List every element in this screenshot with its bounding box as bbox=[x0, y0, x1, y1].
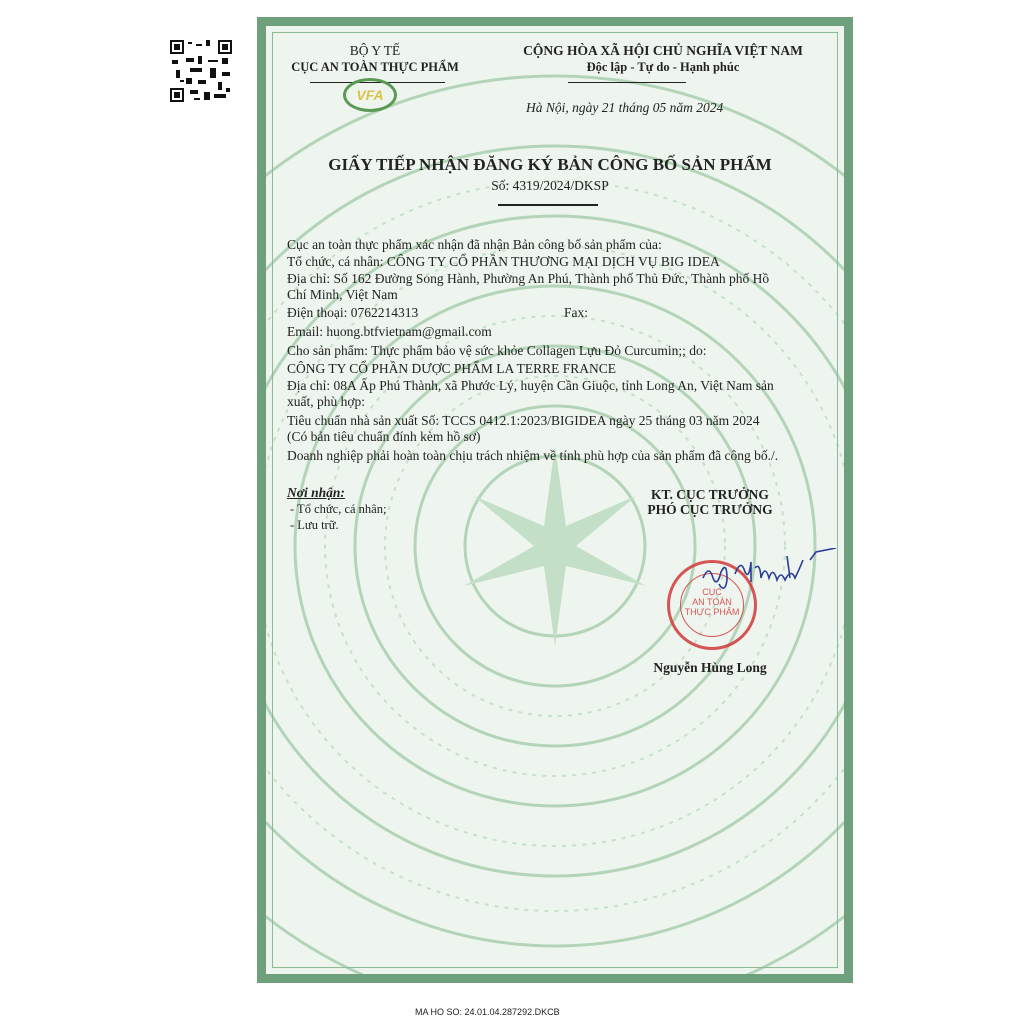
standard-note: (Có bản tiêu chuẩn đính kèm hồ sơ) bbox=[287, 429, 481, 444]
divider bbox=[568, 82, 686, 83]
document-number: Số: 4319/2024/DKSP bbox=[491, 178, 609, 193]
signer-title: KT. CỤC TRƯỞNG bbox=[651, 487, 769, 502]
date-line: Hà Nội, ngày 21 tháng 05 năm 2024 bbox=[526, 100, 724, 115]
motto: Độc lập - Tự do - Hạnh phúc bbox=[586, 60, 740, 74]
agency-name: CỤC AN TOÀN THỰC PHẨM bbox=[291, 60, 459, 74]
ministry-name: BỘ Y TẾ bbox=[349, 43, 401, 58]
document-title: GIẤY TIẾP NHẬN ĐĂNG KÝ BẢN CÔNG BỐ SẢN PHẨM bbox=[328, 155, 772, 174]
manufacturer-address-2: xuất, phù hợp: bbox=[287, 394, 366, 409]
email: Email: huong.btfvietnam@gmail.com bbox=[287, 324, 492, 339]
signer-name: Nguyễn Hùng Long bbox=[653, 660, 767, 675]
dossier-code: MA HO SO: 24.01.04.287292.DKCB bbox=[415, 1007, 560, 1017]
signature bbox=[695, 548, 845, 598]
stamp-text: CỤC bbox=[702, 587, 722, 597]
divider bbox=[498, 204, 598, 206]
country-name: CỘNG HÒA XÃ HỘI CHỦ NGHĨA VIỆT NAM bbox=[523, 43, 803, 58]
stamp-text: THỰC PHẨM bbox=[684, 607, 740, 617]
manufacturer-address-1: Địa chỉ: 08A Ấp Phú Thành, xã Phước Lý, huyện Cần Giuộc, tỉnh Long An, Việt Nam sản bbox=[287, 378, 774, 393]
recipient-item: - Tổ chức, cá nhân; bbox=[290, 502, 387, 516]
org-address-1: Địa chỉ: Số 162 Đường Song Hành, Phường An Phú, Thành phố Thủ Đức, Thành phố Hồ bbox=[287, 271, 770, 286]
product: Cho sản phẩm: Thực phẩm bảo vệ sức khỏe Collagen Lựu Đỏ Curcumin;; do: bbox=[287, 343, 707, 358]
fax: Fax: bbox=[564, 305, 589, 320]
stamp-text: AN TOÀN bbox=[692, 597, 732, 607]
organization: Tổ chức, cá nhân: CÔNG TY CỔ PHẦN THƯƠNG MẠI DỊCH VỤ BIG IDEA bbox=[287, 254, 720, 269]
qr-code bbox=[170, 40, 232, 102]
vfa-logo: VFA bbox=[343, 78, 397, 112]
responsibility: Doanh nghiệp phải hoàn toàn chịu trách nhiệm về tính phù hợp của sản phẩm đã công bố./. bbox=[287, 448, 779, 463]
org-address-2: Chí Minh, Việt Nam bbox=[287, 287, 398, 302]
phone: Điện thoại: 0762214313 bbox=[287, 305, 419, 320]
intro-line: Cục an toàn thực phẩm xác nhận đã nhận Bản công bố sản phẩm của: bbox=[287, 237, 662, 252]
recipient-item: - Lưu trữ. bbox=[290, 518, 339, 532]
signer-position: PHÓ CỤC TRƯỞNG bbox=[647, 502, 773, 517]
standard: Tiêu chuẩn nhà sản xuất Số: TCCS 0412.1:2023/BIGIDEA ngày 25 tháng 03 năm 2024 bbox=[287, 413, 760, 428]
manufacturer: CÔNG TY CỔ PHẦN DƯỢC PHẨM LA TERRE FRANCE bbox=[287, 361, 617, 376]
recipients-label: Nơi nhận: bbox=[287, 485, 345, 500]
